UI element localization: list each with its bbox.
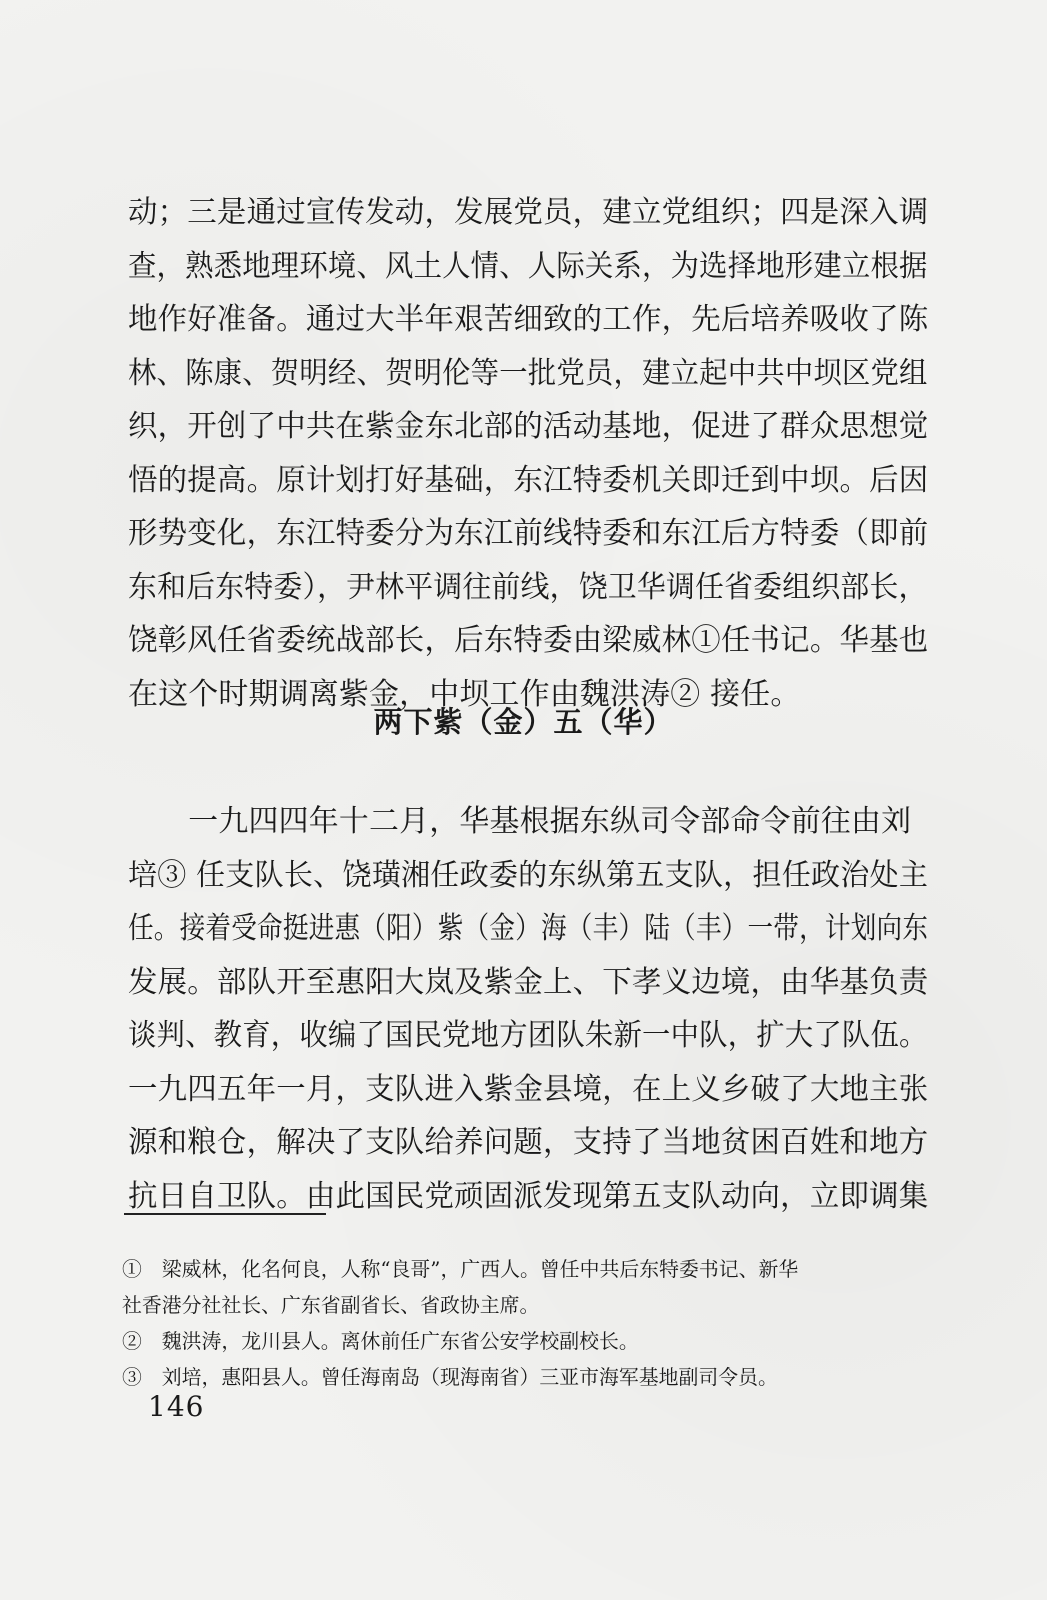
text-line: 动；三是通过宣传发动，发展党员，建立党组织；四是深入调 xyxy=(128,195,929,230)
footnote-1-continued: 社香港分社社长、广东省副省长、省政协主席。 xyxy=(122,1293,540,1317)
footnote-2: ② 魏洪涛，龙川县人。离休前任广东省公安学校副校长。 xyxy=(122,1329,639,1353)
footnotes xyxy=(122,1251,932,1395)
section-heading: 两下紫（金）五（华） xyxy=(373,705,674,739)
text-line: 查，熟悉地理环境、风土人情、人际关系，为选择地形建立根据 xyxy=(128,248,928,284)
text-line: 培③ 任支队长、饶璜湘任政委的东纵第五支队，担任政治处主 xyxy=(128,857,929,893)
footnote-3: ③ 刘培，惠阳县人。曾任海南岛（现海南省）三亚市海军基地副司令员。 xyxy=(122,1365,778,1389)
text-line: 织，开创了中共在紫金东北部的活动基地，促进了群众思想觉 xyxy=(128,409,929,444)
text-line: 抗日自卫队。由此国民党顽固派发现第五支队动向，立即调集 xyxy=(128,1178,929,1214)
text-line: 饶彰风任省委统战部长，后东特委由梁威林①任书记。华基也 xyxy=(128,623,929,658)
text-line: 一九四四年十二月，华基根据东纵司令部命令前往由刘 xyxy=(128,804,912,839)
text-line: 一九四五年一月，支队进入紫金县境，在上义乡破了大地主张 xyxy=(128,1071,929,1107)
text-line: 形势变化，东江特委分为东江前线特委和东江后方特委（即前 xyxy=(128,516,929,551)
paragraph-continued xyxy=(128,186,930,721)
footnote-divider xyxy=(124,1213,326,1215)
text-line: 东和后东特委），尹林平调往前线，饶卫华调任省委组织部长， xyxy=(128,569,928,605)
text-line: 悟的提高。原计划打好基础，东江特委机关即迁到中坝。后因 xyxy=(128,462,929,498)
text-line: 地作好准备。通过大半年艰苦细致的工作，先后培养吸收了陈 xyxy=(128,302,929,337)
text-line: 源和粮仓，解决了支队给养问题，支持了当地贫困百姓和地方 xyxy=(128,1125,929,1160)
text-line: 谈判、教育，收编了国民党地方团队朱新一中队，扩大了队伍。 xyxy=(128,1018,928,1053)
text-line: 发展。部队开至惠阳大岚及紫金上、下孝义边境，由华基负责 xyxy=(128,964,929,1000)
page-number: 146 xyxy=(148,1390,205,1423)
text-line: 任。接着受命挺进惠（阳）紫（金）海（丰）陆（丰）一带，计划向东 xyxy=(128,911,929,946)
text-line: 林、陈康、贺明经、贺明伦等一批党员，建立起中共中坝区党组 xyxy=(128,355,928,391)
footnote-1: ① 梁威林，化名何良，人称“良哥”，广西人。曾任中共后东特委书记、新华 xyxy=(122,1257,799,1281)
text-line: 在这个时期调离紫金，中坝工作由魏洪涛② 接任。 xyxy=(128,676,801,712)
paragraph-section xyxy=(128,795,930,1223)
